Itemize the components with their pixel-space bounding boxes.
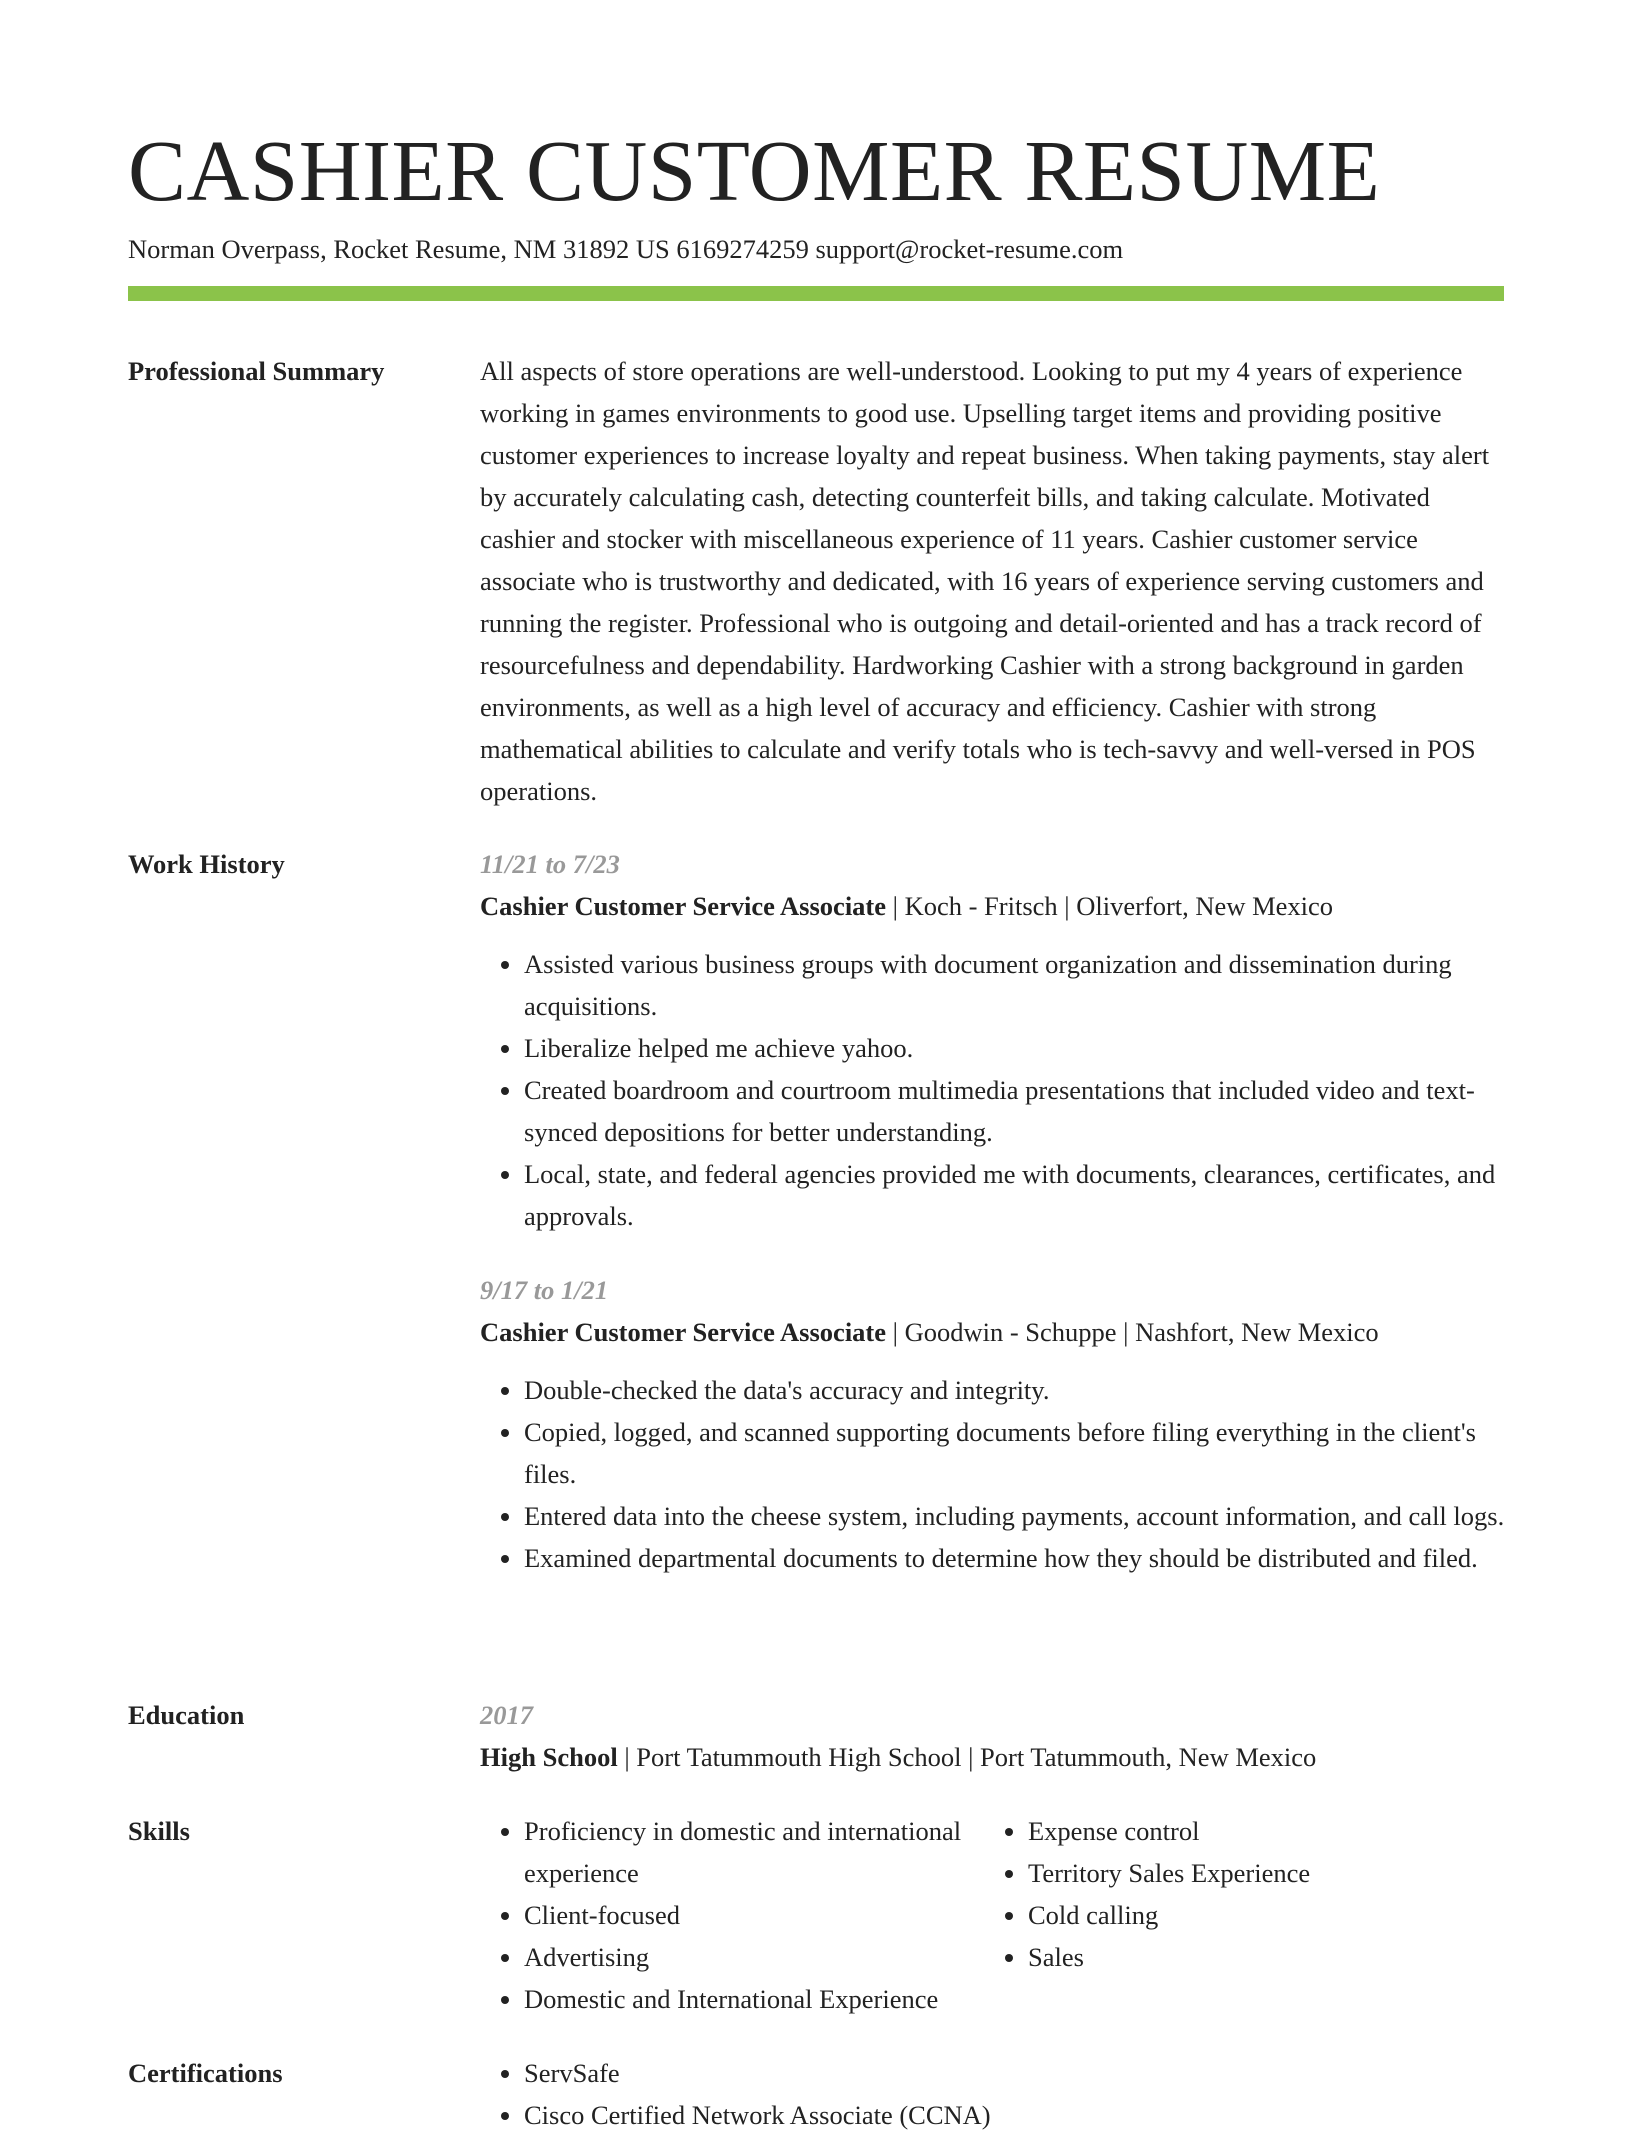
list-item: • Cisco Certified Network Associate (CCNA) — [524, 2094, 1506, 2136]
list-item: • ServSafe — [524, 2052, 1506, 2094]
list-item: • Assisted various business groups with document organization and dissemination during acquisitions. — [524, 943, 1506, 1027]
list-item: • Sales — [1028, 1936, 1484, 1978]
list-item: • Copied, logged, and scanned supporting documents before filing everything in the client's files. — [524, 1411, 1506, 1495]
job-bullets — [480, 943, 1506, 1237]
contact-line: Norman Overpass, Rocket Resume, NM 31892 US 6169274259 support@rocket-resume.com — [128, 234, 1124, 264]
list-item: • Client-focused — [524, 1894, 984, 1936]
job-title: Cashier Customer Service Associate — [480, 891, 887, 921]
job-dates: 9/17 to 1/21 — [480, 1275, 609, 1305]
job-heading — [480, 1311, 1506, 1353]
job-bullets — [480, 1369, 1506, 1579]
skills-content — [480, 1810, 1506, 2020]
education-heading — [480, 1736, 1506, 1778]
list-item: • Advertising — [524, 1936, 984, 1978]
certifications-list — [480, 2052, 1506, 2136]
job-details: | Koch - Fritsch | Oliverfort, New Mexico — [886, 891, 1334, 921]
education-label: Education — [128, 1700, 245, 1730]
list-item: • Examined departmental documents to determine how they should be distributed and filed. — [524, 1537, 1506, 1579]
summary-label: Professional Summary — [128, 356, 385, 386]
list-item: • Entered data into the cheese system, including payments, account information, and call logs. — [524, 1495, 1506, 1537]
list-item: • Local, state, and federal agencies provided me with documents, clearances, certificates, and approvals. — [524, 1153, 1506, 1237]
list-item: • Expense control — [1028, 1810, 1484, 1852]
list-item: • Territory Sales Experience — [1028, 1852, 1484, 1894]
certifications-label: Certifications — [128, 2058, 283, 2088]
job-title: Cashier Customer Service Associate — [480, 1317, 887, 1347]
header-divider — [128, 286, 1504, 301]
list-item: • Domestic and International Experience — [524, 1978, 984, 2020]
resume-title: CASHIER CUSTOMER RESUME — [128, 122, 1381, 219]
list-item: • Liberalize helped me achieve yahoo. — [524, 1027, 1506, 1069]
skills-list-1 — [480, 1810, 984, 2020]
skills-label: Skills — [128, 1816, 190, 1846]
job-dates: 11/21 to 7/23 — [480, 849, 620, 879]
summary-content — [480, 350, 1506, 812]
job-entry — [480, 843, 1506, 1237]
education-content — [480, 1694, 1506, 1778]
list-item: • Cold calling — [1028, 1894, 1484, 1936]
work-history-label: Work History — [128, 849, 285, 879]
certifications-content — [480, 2052, 1506, 2136]
job-heading — [480, 885, 1506, 927]
education-year: 2017 — [480, 1700, 533, 1730]
education-degree: High School — [480, 1742, 618, 1772]
job-details: | Goodwin - Schuppe | Nashfort, New Mexico — [886, 1317, 1379, 1347]
skills-column-2 — [984, 1810, 1484, 2020]
skills-column-1 — [480, 1810, 984, 2020]
list-item: • Created boardroom and courtroom multimedia presentations that included video and text-synced depositions for better understanding. — [524, 1069, 1506, 1153]
list-item: • Double-checked the data's accuracy and integrity. — [524, 1369, 1506, 1411]
work-history-content — [480, 843, 1506, 1579]
summary-text: All aspects of store operations are well-understood. Looking to put my 4 years of experience working in games environments to good use. Upselling target items and providing positive customer experiences to increase loyalty and repeat business. When taking payments, stay alert by accurately calculating cash, detecting counterfeit bills, and taking calculate. Motivated cashier and stocker with miscellaneous experience of 11 years. Cashier customer service associate who is trustworthy and dedicated, with 16 years of experience serving customers and running the register. Professional who is outgoing and detail-oriented and has a track record of resourcefulness and dependability. Hardworking Cashier with a strong background in garden environments, as well as a high level of accuracy and efficiency. Cashier with strong mathematical abilities to calculate and verify totals who is tech-savvy and well-versed in POS operations. — [480, 356, 1490, 806]
job-entry — [480, 1269, 1506, 1579]
list-item: • Proficiency in domestic and international experience — [524, 1810, 984, 1894]
skills-list-2 — [984, 1810, 1484, 1978]
education-details: | Port Tatummouth High School | Port Tatummouth, New Mexico — [617, 1742, 1317, 1772]
